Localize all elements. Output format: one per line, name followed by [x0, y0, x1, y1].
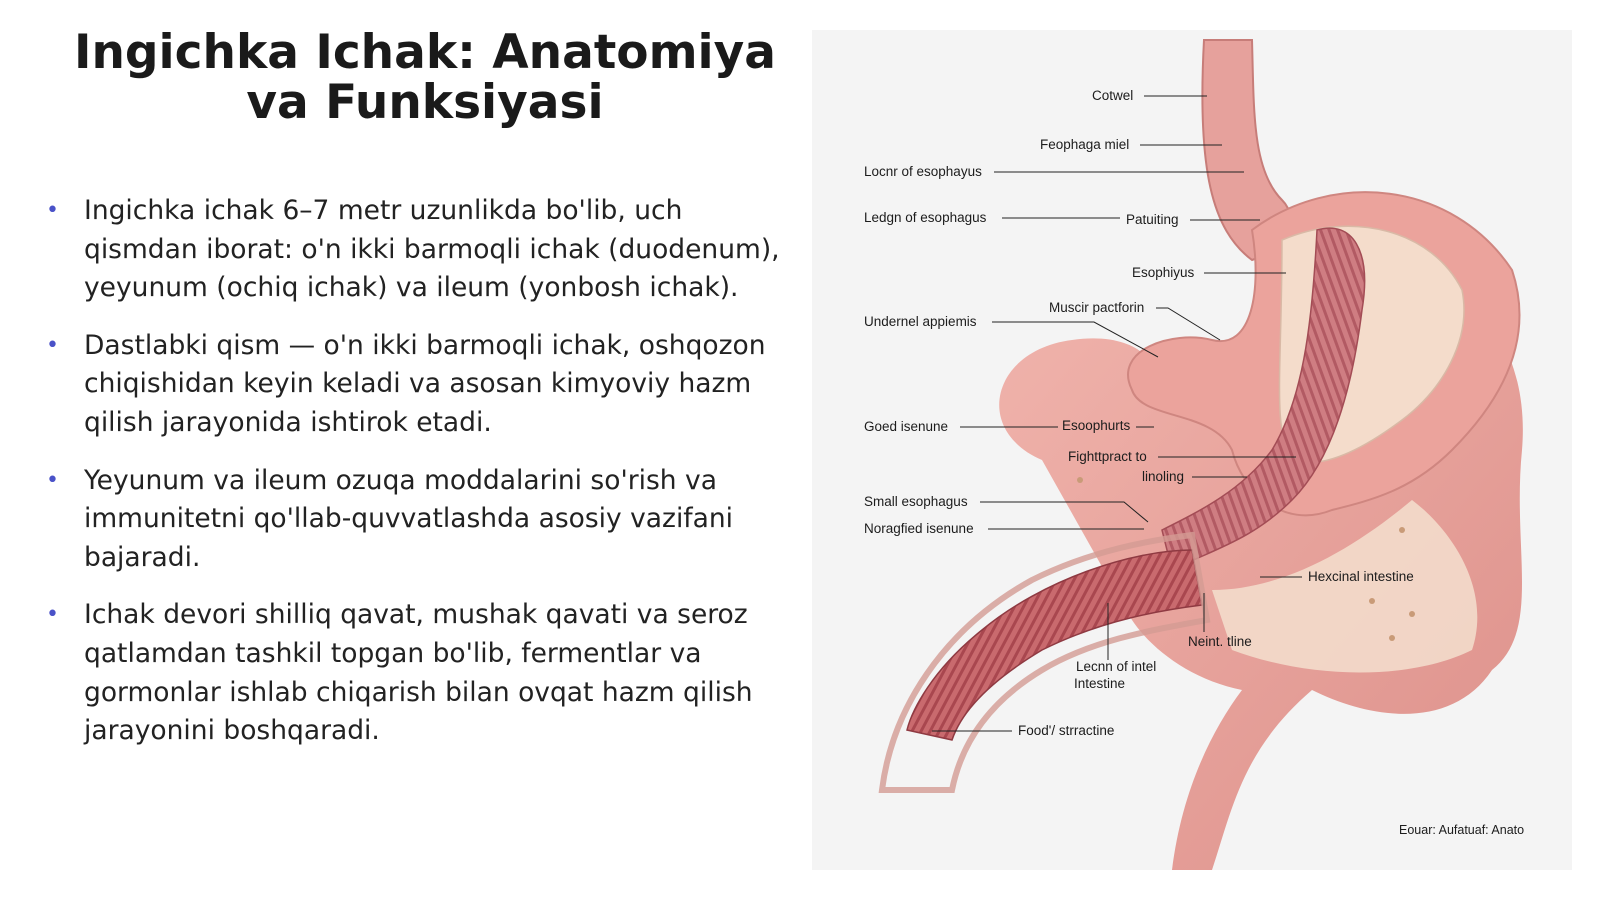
- bullet-item: [44, 327, 784, 443]
- label-linoling: linoling: [1142, 469, 1185, 484]
- bullet-text: Ichak devori shilliq qavat, mushak qavati va seroz qatlamdan tashkil topgan bo'lib, fermentlar va gormonlar ishlab chiqarish bilan ovqat hazm qilish jarayonini boshqaradi.: [84, 599, 753, 747]
- fat-dot: [1399, 527, 1405, 533]
- label-esophiyus: Esophiyus: [1132, 265, 1195, 280]
- label-goed-isenune: Goed isenune: [864, 419, 949, 434]
- fat-dot: [1077, 477, 1083, 483]
- label-food-strractine: Food'/ strractine: [1018, 723, 1115, 738]
- slide-title: Ingichka Ichak: Anatomiya va Funksiyasi: [73, 25, 777, 130]
- image-credit: Eouar: Aufatuaf: Anato: [1399, 823, 1525, 837]
- label-muscir-pactforin: Muscir pactforin: [1049, 300, 1145, 315]
- label-intestine: Intestine: [1074, 676, 1126, 691]
- label-undernel-appiemis: Undernel appiemis: [864, 314, 977, 329]
- label-fighttpract-to: Fighttpract to: [1068, 449, 1147, 464]
- label-neint-tline: Neint. tline: [1188, 634, 1252, 649]
- label-locnr-of-esophayus: Locnr of esophayus: [864, 164, 982, 179]
- bullet-text: Ingichka ichak 6–7 metr uzunlikda bo'lib, uch qismdan iborat: o'n ikki barmoqli ichak (duodenum), yeyunum (ochiq ichak) va ileum (yonbosh ichak).: [84, 195, 780, 304]
- bullet-dot-icon: •: [46, 602, 59, 628]
- fat-dot: [1369, 598, 1375, 604]
- bullet-dot-icon: •: [46, 467, 59, 493]
- label-feophaga-miel: Feophaga miel: [1040, 137, 1130, 152]
- fat-dot: [1409, 611, 1415, 617]
- label-esoophurts: Esoophurts: [1062, 418, 1131, 433]
- label-cotwel: Cotwel: [1092, 88, 1134, 103]
- label-small-esophagus: Small esophagus: [864, 494, 968, 509]
- label-hexcinal-intestine: Hexcinal intestine: [1308, 569, 1414, 584]
- bullet-item: [44, 596, 784, 750]
- fat-dot: [1389, 635, 1395, 641]
- anatomy-illustration: [812, 30, 1572, 870]
- anatomy-drawing: [812, 30, 1572, 870]
- bullet-text: Yeyunum va ileum ozuqa moddalarini so'rish va immunitetni qo'llab-quvvatlashda asosiy vazifani bajaradi.: [84, 464, 734, 573]
- label-patuiting: Patuiting: [1126, 212, 1179, 227]
- label-lecnn-of-intel: Lecnn of intel: [1076, 659, 1157, 674]
- bullet-dot-icon: •: [46, 332, 59, 358]
- bullet-dot-icon: •: [46, 198, 59, 223]
- bullet-item: [44, 192, 784, 308]
- label-noragfied-isenune: Noragfied isenune: [864, 521, 974, 536]
- label-ledgn-of-esophagus: Ledgn of esophagus: [864, 210, 987, 225]
- bullet-list: [44, 192, 784, 770]
- bullet-item: [44, 462, 784, 578]
- bullet-text: Dastlabki qism — o'n ikki barmoqli ichak, oshqozon chiqishidan keyin keladi va asosan kimyoviy hazm qilish jarayonida ishtirok etadi.: [84, 329, 766, 438]
